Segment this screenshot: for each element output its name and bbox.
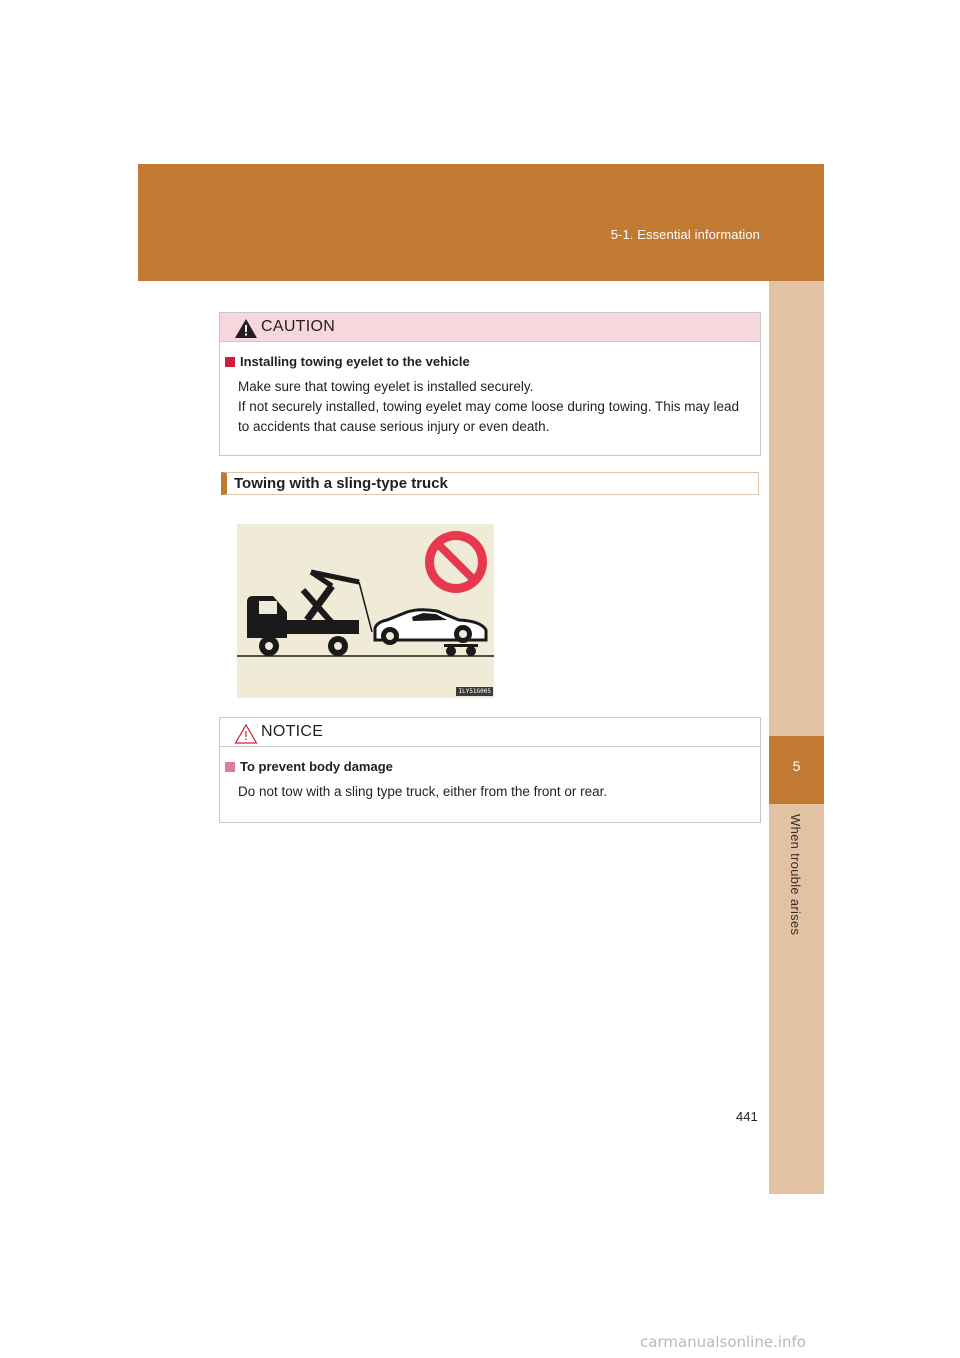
warning-triangle-outline-icon bbox=[234, 723, 258, 744]
caution-item-text bbox=[238, 377, 760, 437]
caution-item-title bbox=[225, 354, 760, 369]
chapter-side-tab bbox=[769, 281, 824, 1194]
caution-line: If not securely installed, towing eyelet may come loose during towing. This may lead bbox=[238, 399, 740, 414]
towed-car-icon bbox=[375, 610, 486, 656]
section-header-title: 5-1. Essential information bbox=[610, 227, 760, 242]
notice-label: NOTICE bbox=[261, 723, 324, 740]
watermark: carmanualsonline.info bbox=[640, 1333, 806, 1351]
notice-box bbox=[219, 717, 761, 823]
figure-code: ILY51G005 bbox=[458, 688, 491, 695]
tow-truck-icon bbox=[247, 572, 372, 656]
section-title: Towing with a sling-type truck bbox=[234, 475, 448, 492]
page-number: 441 bbox=[736, 1109, 758, 1124]
caution-label: CAUTION bbox=[261, 318, 336, 335]
notice-item-text bbox=[238, 782, 760, 802]
caution-header bbox=[220, 313, 760, 342]
caution-line: Make sure that towing eyelet is installed securely. bbox=[238, 379, 534, 394]
prohibited-sign-icon bbox=[425, 531, 487, 593]
warning-triangle-icon bbox=[234, 318, 258, 339]
notice-item-title-text: To prevent body damage bbox=[240, 759, 393, 774]
square-bullet-icon bbox=[225, 357, 235, 367]
chapter-number: 5 bbox=[792, 758, 801, 774]
section-heading-bar bbox=[221, 472, 759, 495]
caution-box bbox=[219, 312, 761, 456]
chapter-label: When trouble arises bbox=[788, 814, 803, 936]
notice-header bbox=[220, 718, 760, 747]
header-band bbox=[138, 164, 824, 281]
chapter-number-box bbox=[769, 736, 824, 804]
sling-truck-illustration bbox=[237, 524, 494, 698]
notice-item-title bbox=[225, 759, 760, 774]
caution-line: to accidents that cause serious injury or even death. bbox=[238, 419, 550, 434]
square-bullet-icon bbox=[225, 762, 235, 772]
towing-illustration bbox=[237, 524, 494, 698]
notice-line: Do not tow with a sling type truck, either from the front or rear. bbox=[238, 784, 608, 799]
caution-item-title-text: Installing towing eyelet to the vehicle bbox=[240, 354, 470, 369]
